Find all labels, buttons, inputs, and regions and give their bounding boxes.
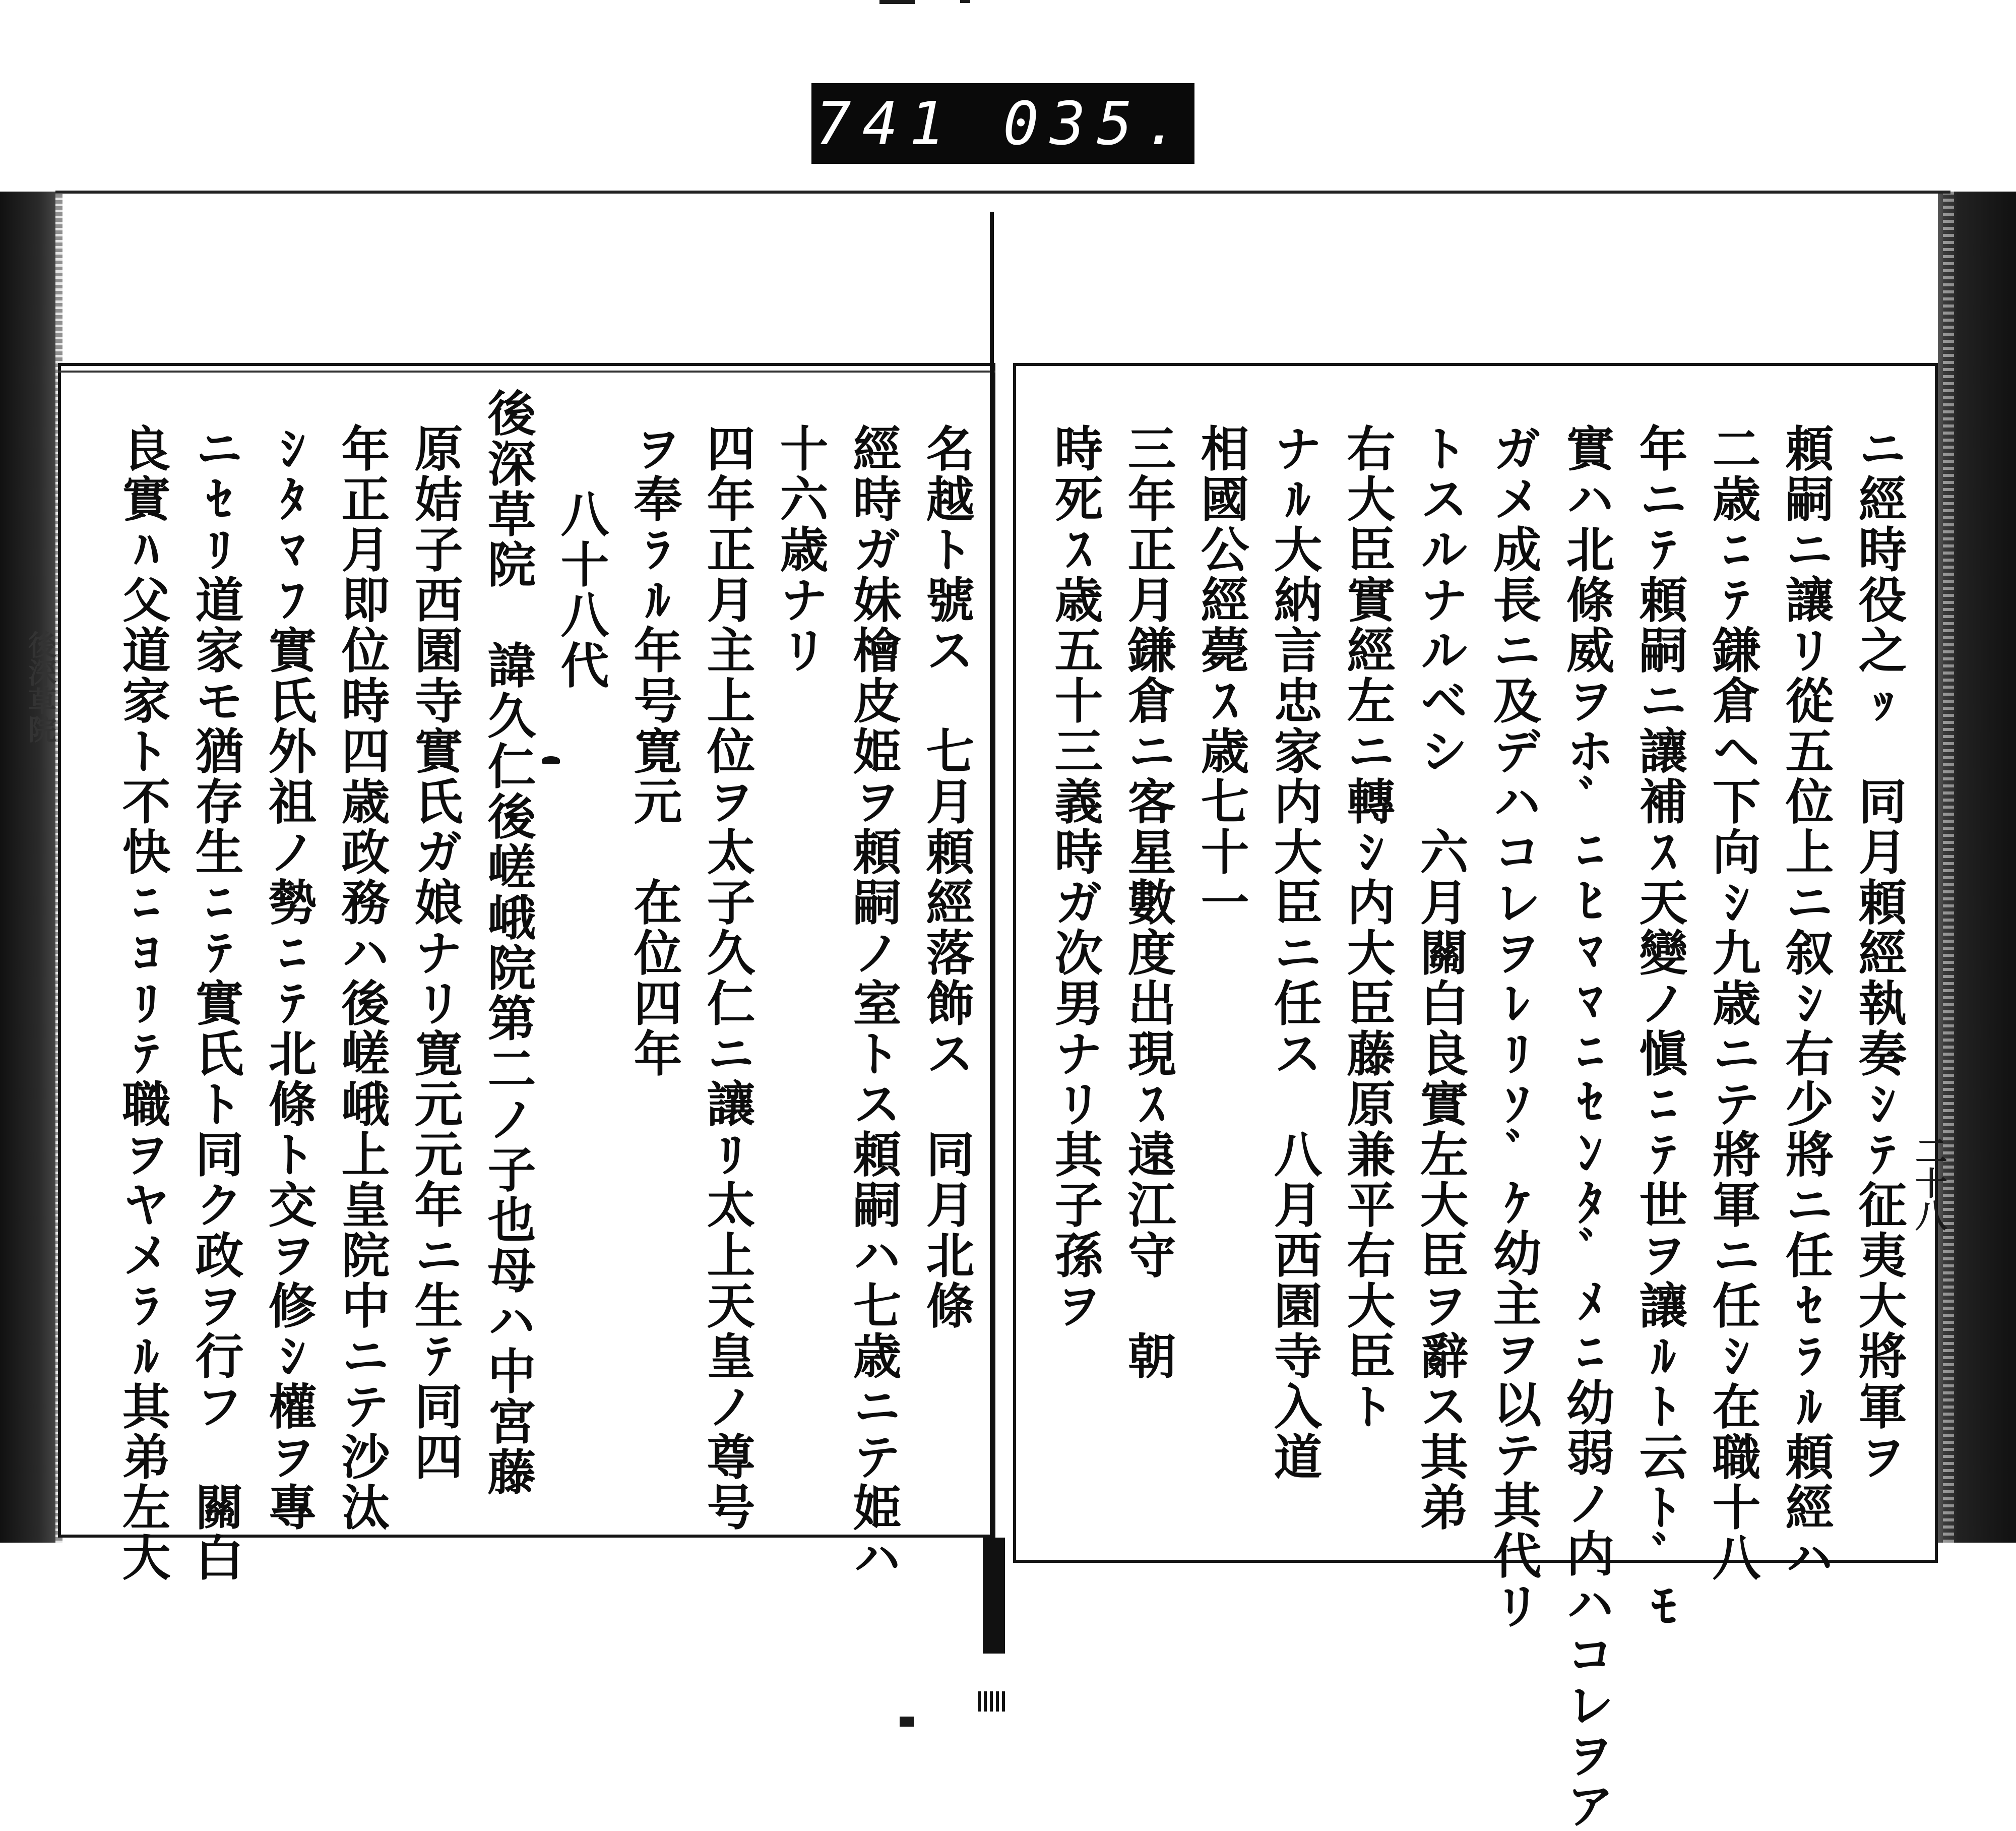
ink-blot-mark: [542, 756, 560, 764]
right-page-stack-edge: [1943, 192, 1954, 1543]
right-page-column-3: 二歳ﾆﾃ鎌倉ヘ下向ｼ九歳ニテ將軍ニ任ｼ在職十八: [1705, 423, 1761, 1583]
left-page-column-1: 名越ト號ス 七月頼經落飾ス 同月北條: [918, 423, 975, 1331]
left-page-column-3: 十六歳ナリ: [772, 423, 829, 676]
left-page-column-4: 四年正月主上位ヲ太子久仁ニ讓ﾘ太上天皇ノ尊号: [699, 423, 756, 1533]
right-page-column-7: トスルナルベシ 六月關白良實左大臣ヲ辭ス其弟: [1412, 423, 1469, 1533]
top-page-edge: [55, 191, 1950, 194]
right-page-column-8: 右大臣實經左ニ轉ｼ内大臣藤原兼平右大臣ト: [1339, 423, 1396, 1432]
spine-binding-block: [983, 1538, 1005, 1654]
left-page-column-12: 良實ﾊ父道家ト不快ﾆﾖﾘﾃ職ヲヤメﾗﾙ其弟左大: [114, 423, 171, 1583]
top-scan-mark-small: [960, 0, 970, 3]
right-page-column-10: 相國公經薨ｽ歳七十一: [1193, 423, 1250, 928]
left-page-reign-number: 八十八代: [553, 489, 610, 691]
left-page-column-10: ｼﾀﾏﾌ實氏外祖ノ勢ﾆﾃ北條ト交ヲ修ｼ權ヲ專: [261, 423, 318, 1533]
left-margin-reign-name: 後深草院: [24, 630, 57, 743]
right-page-column-12: 時死ｽ歳五十三義時ガ次男ナリ其子孫ヲ: [1047, 423, 1104, 1331]
right-page-column-5: 實ハ北條威ヲホﾞﾆﾋﾏﾏﾆｾﾝﾀﾞﾒﾆ幼弱ノ内ハコレヲア: [1558, 423, 1615, 1831]
right-margin-page-number: 二十八: [1910, 1134, 1947, 1231]
left-page-column-2: 經時ガ妹檜皮姫ヲ頼嗣ノ室トス頼嗣ハ七歳ニテ姫ハ: [845, 423, 902, 1583]
spine-gutter-line: [990, 212, 994, 1583]
catalog-number-label: 741 035.: [811, 83, 1194, 164]
right-page-column-1: ニ經時役之ｯ 同月頼經執奏ｼﾃ征夷大將軍ヲ: [1851, 423, 1908, 1482]
left-page-column-5: ヲ奉ﾗﾙ年号寛元 在位四年: [626, 423, 683, 1079]
right-page-column-2: 頼嗣ニ讓リ從五位上ニ叙ｼ右少將ニ任ｾﾗﾙ頼經ハ: [1778, 423, 1835, 1583]
left-page-column-7: 後深草院 諱久仁後嵯峨院第二ノ子也母ハ中宮藤: [480, 388, 537, 1497]
spine-bottom-mark: [978, 1691, 1008, 1712]
right-page-column-6: ガメ成長ニ及デハコレヲﾚﾘｿﾞｹ幼主ヲ以テ其代リ: [1485, 423, 1542, 1631]
right-page-column-11: 三年正月鎌倉ニ客星數度出現ｽ遠江守 朝: [1120, 423, 1177, 1381]
left-binding-edge: [0, 192, 55, 1543]
bottom-scan-mark: [900, 1717, 914, 1727]
left-page-column-11: ニｾﾘ道家モ猶存生ﾆﾃ實氏ト同ク政ヲ行フ 關白: [187, 423, 244, 1583]
top-scan-mark: [879, 0, 915, 4]
left-page-column-9: 年正月即位時四歳政務ハ後嵯峨上皇院中ニテ沙汰: [334, 423, 391, 1533]
left-page-inner-rule: [58, 371, 995, 373]
left-page-column-8: 原姞子西園寺實氏ガ娘ナリ寛元元年ニ生ﾃ同四: [407, 423, 464, 1482]
right-page-column-4: 年ニﾃ頼嗣ニ讓補ｽ天變ノ愼ﾆﾃ世ヲ讓ﾙﾄ云ﾄﾞﾓ: [1631, 423, 1688, 1631]
right-page-column-9: ナﾙ大納言忠家内大臣ニ任ス 八月西園寺入道: [1266, 423, 1323, 1482]
